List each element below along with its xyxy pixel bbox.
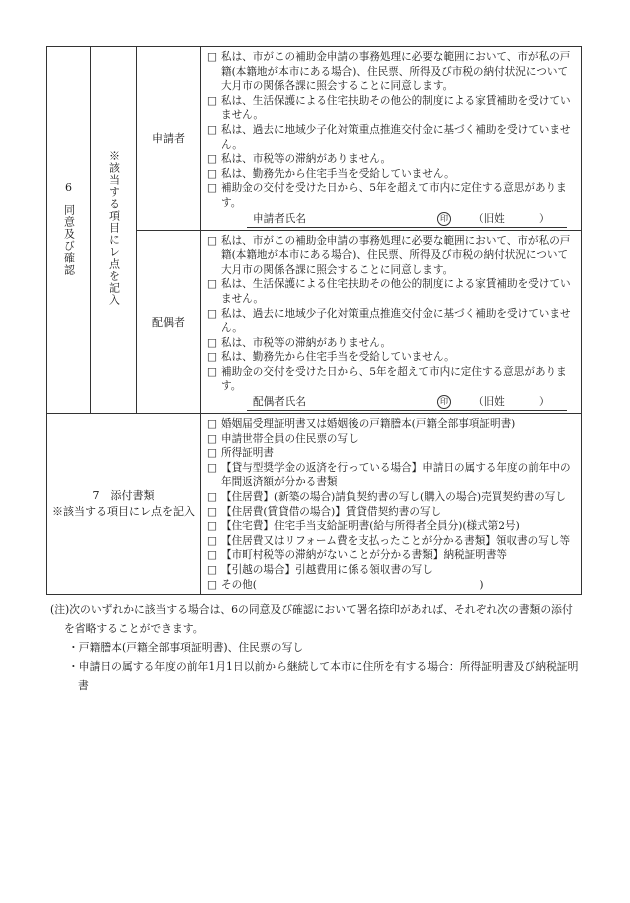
spouse-items bbox=[201, 230, 582, 414]
spouse-check-item[interactable]: □ 補助金の交付を受けた日から、5年を超えて市内に定住する意思があります。 bbox=[207, 365, 567, 393]
checkbox-icon[interactable]: □ bbox=[207, 307, 218, 320]
spouse-signature-line[interactable] bbox=[247, 395, 567, 411]
attachment-check-item[interactable]: □ 【住居費】(新築の場合)請負契約書の写し(購入の場合)売買契約書の写し bbox=[207, 491, 566, 504]
checkbox-icon[interactable]: □ bbox=[207, 505, 218, 518]
checkbox-icon[interactable]: □ bbox=[207, 51, 218, 63]
applicant-check-item[interactable]: □ 私は、市税等の滞納がありません。 bbox=[207, 153, 392, 166]
section7-header bbox=[47, 414, 201, 595]
checkbox-icon[interactable]: □ bbox=[207, 564, 218, 576]
spouse-signature-label: 配偶者氏名 bbox=[253, 396, 306, 409]
attachment-check-item-other[interactable]: □ その他( ) bbox=[207, 578, 484, 591]
spouse-role: 配偶者 bbox=[137, 230, 201, 414]
seal-icon: 印 bbox=[437, 212, 451, 226]
section7-title: 7 添付書類 bbox=[92, 489, 155, 503]
checkbox-icon[interactable]: □ bbox=[207, 153, 218, 166]
applicant-check-item[interactable]: □ 私は、勤務先から住宅手当を受給していません。 bbox=[207, 167, 455, 180]
applicant-signature-line[interactable] bbox=[247, 212, 567, 228]
spouse-check-item[interactable]: □ 私は、勤務先から住宅手当を受給していません。 bbox=[207, 351, 455, 364]
spouse-check-item[interactable]: □ 私は、市がこの補助金申請の事務処理に必要な範囲において、市が私の戸籍(本籍地が本市にある場合)、住民票、所得及び市税の納付状況について大月市の関係各課に照会することに同意します。 bbox=[207, 234, 571, 276]
footer-bullet: ・申請日の属する年度の前年1月1日以前から継続して本市に住所を有する場合：所得証明書及び納税証明書 bbox=[68, 660, 579, 693]
attachment-check-item[interactable]: □ 【市町村税等の滞納がないことが分かる書類】納税証明書等 bbox=[207, 549, 508, 562]
checkbox-icon[interactable]: □ bbox=[207, 336, 218, 349]
section6-number: 6 bbox=[65, 180, 72, 194]
applicant-row bbox=[47, 47, 582, 231]
attachment-check-item[interactable]: □ 【住居費(賃貸借の場合)】賃貸借契約書の写し bbox=[207, 505, 442, 518]
checkbox-icon[interactable]: □ bbox=[207, 432, 218, 445]
spouse-old-name-label: （旧姓 bbox=[473, 396, 505, 409]
section6-title: 同意及び確認 bbox=[62, 203, 76, 276]
section6-header bbox=[47, 47, 91, 414]
checkbox-icon[interactable]: □ bbox=[207, 534, 218, 547]
checkbox-icon[interactable]: □ bbox=[207, 578, 218, 591]
checkbox-icon[interactable]: □ bbox=[207, 94, 218, 107]
checkbox-icon[interactable]: □ bbox=[207, 549, 218, 562]
applicant-check-item[interactable]: □ 私は、市がこの補助金申請の事務処理に必要な範囲において、市が私の戸籍(本籍地が本市にある場合)、住民票、所得及び市税の納付状況について大月市の関係各課に照会することに同意します。 bbox=[207, 51, 571, 93]
attachment-check-item[interactable]: □ 【貸与型奨学金の返済を行っている場合】申請日の属する年度の前年中の年間返済額が分かる書類 bbox=[207, 461, 571, 489]
checkbox-icon[interactable]: □ bbox=[207, 351, 218, 364]
attachment-check-item[interactable]: □ 申請世帯全員の住民票の写し bbox=[207, 432, 359, 445]
checkbox-icon[interactable]: □ bbox=[207, 182, 218, 195]
applicant-check-item[interactable]: □ 補助金の交付を受けた日から、5年を超えて市内に定住する意思があります。 bbox=[207, 182, 567, 209]
attachment-check-item[interactable]: □ 【住宅費】住宅手当支給証明書(給与所得者全員分)(様式第2号) bbox=[207, 520, 520, 533]
checkbox-icon[interactable]: □ bbox=[207, 234, 218, 247]
section6-note: ※該当する項目にレ点を記入 bbox=[107, 150, 121, 307]
checkbox-icon[interactable]: □ bbox=[207, 418, 218, 431]
attachment-check-item[interactable]: □ 【引越の場合】引越費用に係る領収書の写し bbox=[207, 564, 433, 576]
applicant-old-name-label: （旧姓 bbox=[473, 212, 505, 225]
applicant-check-item[interactable]: □ 私は、過去に地域少子化対策重点推進交付金に基づく補助を受けていません。 bbox=[207, 123, 571, 151]
applicant-check-item[interactable]: □ 私は、生活保護による住宅扶助その他公的制度による家賃補助を受けていません。 bbox=[207, 94, 571, 122]
close-paren: ） bbox=[539, 396, 550, 409]
applicant-role: 申請者 bbox=[137, 47, 201, 231]
applicant-signature-label: 申請者氏名 bbox=[253, 212, 306, 225]
footer-bullet: ・戸籍謄本(戸籍全部事項証明書)、住民票の写し bbox=[68, 641, 304, 655]
checkbox-icon[interactable]: □ bbox=[207, 365, 218, 378]
checkbox-icon[interactable]: □ bbox=[207, 461, 218, 474]
checkbox-icon[interactable]: □ bbox=[207, 520, 218, 533]
attachments-row bbox=[47, 414, 582, 595]
application-form bbox=[46, 46, 582, 695]
section7-note: ※該当する項目にレ点を記入 bbox=[52, 505, 195, 519]
attachment-items bbox=[201, 414, 582, 595]
applicant-items bbox=[201, 47, 582, 231]
attachment-check-item[interactable]: □ 【住居費又はリフォーム費を支払ったことが分かる書類】領収書の写し等 bbox=[207, 534, 571, 547]
checkbox-icon[interactable]: □ bbox=[207, 167, 218, 180]
section6-note-cell bbox=[91, 47, 137, 414]
footer-note: (注)次のいずれかに該当する場合は、6の同意及び確認において署名捺印があれば、それぞれ次の書類の添付を省略することができます。 bbox=[50, 603, 573, 636]
checkbox-icon[interactable]: □ bbox=[207, 447, 218, 460]
consent-table bbox=[46, 46, 582, 595]
checkbox-icon[interactable]: □ bbox=[207, 278, 218, 291]
spouse-check-item[interactable]: □ 私は、生活保護による住宅扶助その他公的制度による家賃補助を受けていません。 bbox=[207, 278, 571, 305]
seal-icon: 印 bbox=[437, 395, 451, 409]
spouse-check-item[interactable]: □ 私は、市税等の滞納がありません。 bbox=[207, 336, 392, 349]
checkbox-icon[interactable]: □ bbox=[207, 123, 218, 136]
checkbox-icon[interactable]: □ bbox=[207, 491, 218, 504]
attachment-check-item[interactable]: □ 所得証明書 bbox=[207, 447, 274, 460]
close-paren: ） bbox=[539, 212, 550, 225]
attachment-check-item[interactable]: □ 婚姻届受理証明書又は婚姻後の戸籍謄本(戸籍全部事項証明書) bbox=[207, 418, 516, 431]
footer-notes bbox=[46, 600, 582, 695]
spouse-check-item[interactable]: □ 私は、過去に地域少子化対策重点推進交付金に基づく補助を受けていません。 bbox=[207, 307, 571, 335]
